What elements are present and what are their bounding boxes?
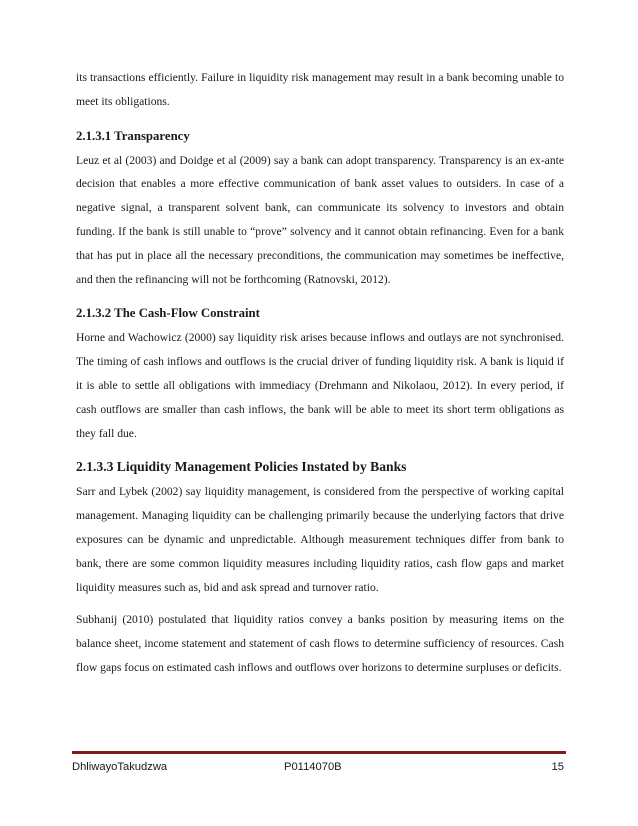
paragraph-liquidity-management: Sarr and Lybek (2002) say liquidity management, is considered from the perspective of working capital management. Managing liquidity can be challenging primarily because the underlying factors that drive exposures can be dynamic and unpredictable. Although measurement techniques differ from bank to bank, there are some common liquidity measures including liquidity ratios, cash flow gaps and market liquidity measures such as, bid and ask spread and turnover ratio. [76, 485, 564, 594]
footer-student-id: P0114070B [284, 761, 342, 773]
paragraph-cash-flow: Horne and Wachowicz (2000) say liquidity risk arises because inflows and outlays are not synchronised. The timing of cash inflows and outflows is the crucial driver of funding liquidity risk. A bank is liquid if it is able to settle all obligations with immediacy (Drehmann and Nikolaou, 2012). In every period, if cash outflows are smaller than cash inflows, the bank will be able to meet its short term obligations as they fall due. [76, 331, 564, 440]
heading-cash-flow-constraint: 2.1.3.2 The Cash-Flow Constraint [76, 306, 260, 321]
page-body [76, 66, 564, 680]
footer-page-number: 15 [551, 761, 564, 773]
paragraph-liquidity-ratios: Subhanij (2010) postulated that liquidity ratios convey a banks position by measuring items on the balance sheet, income statement and statement of cash flows to determine sufficiency of resources. Cash flow gaps focus on estimated cash inflows and outflows over horizons to determine surpluses or deficits. [76, 613, 564, 674]
page-footer [72, 751, 566, 773]
paragraph-intro: its transactions efficiently. Failure in liquidity risk management may result in a bank becoming unable to meet its obligations. [76, 71, 564, 108]
heading-liquidity-policies: 2.1.3.3 Liquidity Management Policies Instated by Banks [76, 459, 407, 475]
footer-author: DhliwayoTakudzwa [72, 761, 168, 773]
paragraph-transparency: Leuz et al (2003) and Doidge et al (2009) say a bank can adopt transparency. Transparency is an ex-ante decision that enables a more effective communication of bank asset values to outsiders. In case of a negative signal, a transparent solvent bank, can communicate its solvency to investors and obtain funding. If the bank is still unable to “prove” solvency and it cannot obtain refinancing. Even for a bank that has put in place all the necessary preconditions, the communication may sometimes be ineffective, and then the refinancing will not be forthcoming (Ratnovski, 2012). [76, 153, 564, 286]
heading-transparency: 2.1.3.1 Transparency [76, 128, 190, 143]
